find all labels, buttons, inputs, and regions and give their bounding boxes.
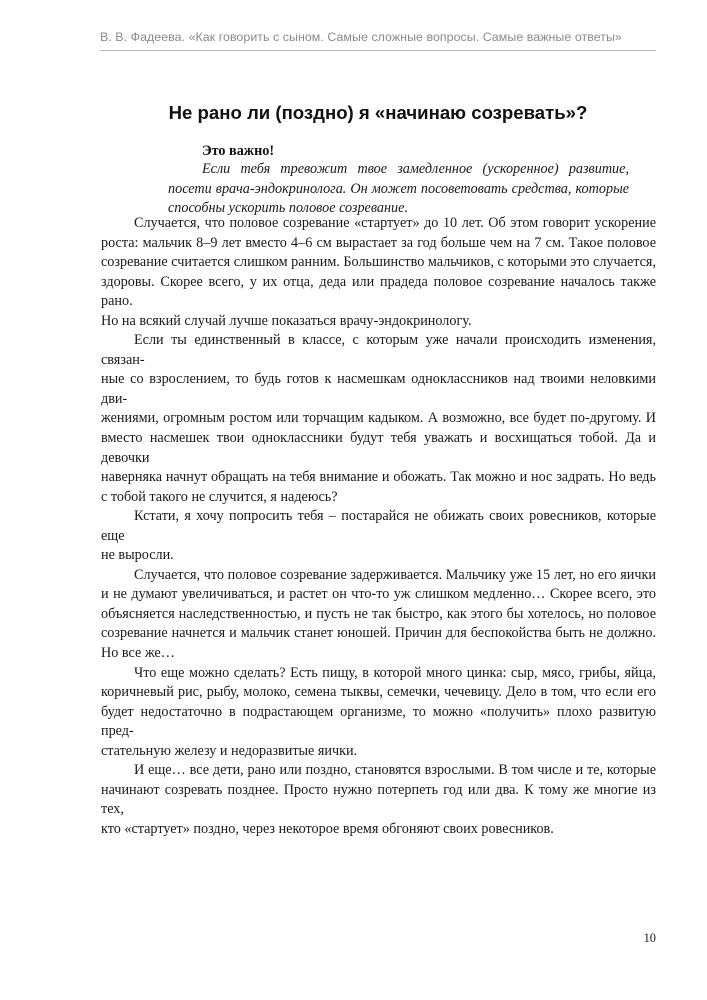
paragraph-1 [101,214,656,331]
text-line: ные со взрослением, то будь готов к насмешкам одноклассников над твоими неловкими дви- [101,371,656,407]
main-text [101,214,656,840]
text-line: коричневый рис, рыбу, молоко, семена тыквы, семечки, чечевицу. Дело в том, что если его [101,684,656,701]
text-line: вместо насмешек твои одноклассники будут тебя уважать и восхищаться тобой. Да и девочки [101,430,656,466]
text-line: Что еще можно сделать? Есть пищу, в которой много цинка: сыр, мясо, грибы, яйца, [134,664,656,681]
note-line: посети врача-эндокринолога. Он может посоветовать средства, которые [168,180,629,197]
text-line: начинают созревать позднее. Просто нужно потерпеть год или два. К тому же многие из тех, [101,781,656,818]
running-header: В. В. Фадеева. «Как говорить с сыном. Самые сложные вопросы. Самые важные ответы» [100,30,622,44]
text-line: Но на всякий случай лучше показаться врачу-эндокринологу. [101,312,472,329]
text-line: Случается, что половое созревание «стартует» до 10 лет. Об этом говорит ускорение [134,215,656,231]
header-divider [100,50,656,51]
text-line: стательную железу и недоразвитые яички. [101,742,358,759]
text-line: роста: мальчик 8–9 лет вместо 4–6 см вырастает за год больше чем на 7 см. Такое половое [101,234,656,251]
text-line: созревание начнется и мальчик станет юношей. Причин для беспокойства быть не должно. [101,625,656,642]
text-line: с тобой такого не случится, я надеюсь? [101,488,338,505]
text-line: И еще… все дети, рано или поздно, становятся взрослыми. В том числе и те, которые [134,762,656,779]
text-line: наверняка начнут обращать на тебя внимание и обожать. Так можно и нос задрать. Но ведь [101,469,656,486]
text-line: не выросли. [101,547,174,564]
text-line: кто «стартует» поздно, через некоторое время обгоняют своих ровесников. [101,820,554,837]
text-line: и не думают увеличиваться, и растет он что-то уж слишком медленно… Скорее всего, это [101,586,656,603]
note-line: Если тебя тревожит твое замедленное (ускоренное) развитие, [202,161,629,177]
note-heading: Это важно! [202,143,275,159]
text-line: созревание считается слишком ранним. Большинство мальчиков, с которыми это случается, [101,254,656,271]
text-line: жениями, огромным ростом или торчащим кадыком. А возможно, все будет по-другому. И [101,410,656,427]
paragraph-5 [101,664,656,762]
text-line: здоровы. Скорее всего, у их отца, деда или прадеда половое созревание началось также рано. [101,273,656,310]
paragraph-3 [101,507,656,566]
paragraph-4 [101,566,656,664]
text-line: объясняется наследственностью, и пусть не так быстро, как этого бы хотелось, но половое [101,605,656,622]
page-title: Не рано ли (поздно) я «начинаю созревать»? [168,102,588,123]
text-line: Если ты единственный в классе, с которым уже начали происходить изменения, связан- [101,332,656,368]
note-line: способны ускорить половое созревание. [168,200,408,217]
paragraph-2 [101,331,656,507]
text-line: Кстати, я хочу попросить тебя – постарайся не обижать своих ровесников, которые еще [101,508,656,544]
page-number: 10 [643,931,656,945]
text-line: будет недостаточно в подрастающем организме, то можно «получить» плохо развитую пред- [101,703,656,740]
text-line: Случается, что половое созревание задерживается. Мальчику уже 15 лет, но его яички [134,566,656,583]
important-note [168,160,629,219]
paragraph-6 [101,761,656,839]
text-line: Но все же… [101,645,175,662]
